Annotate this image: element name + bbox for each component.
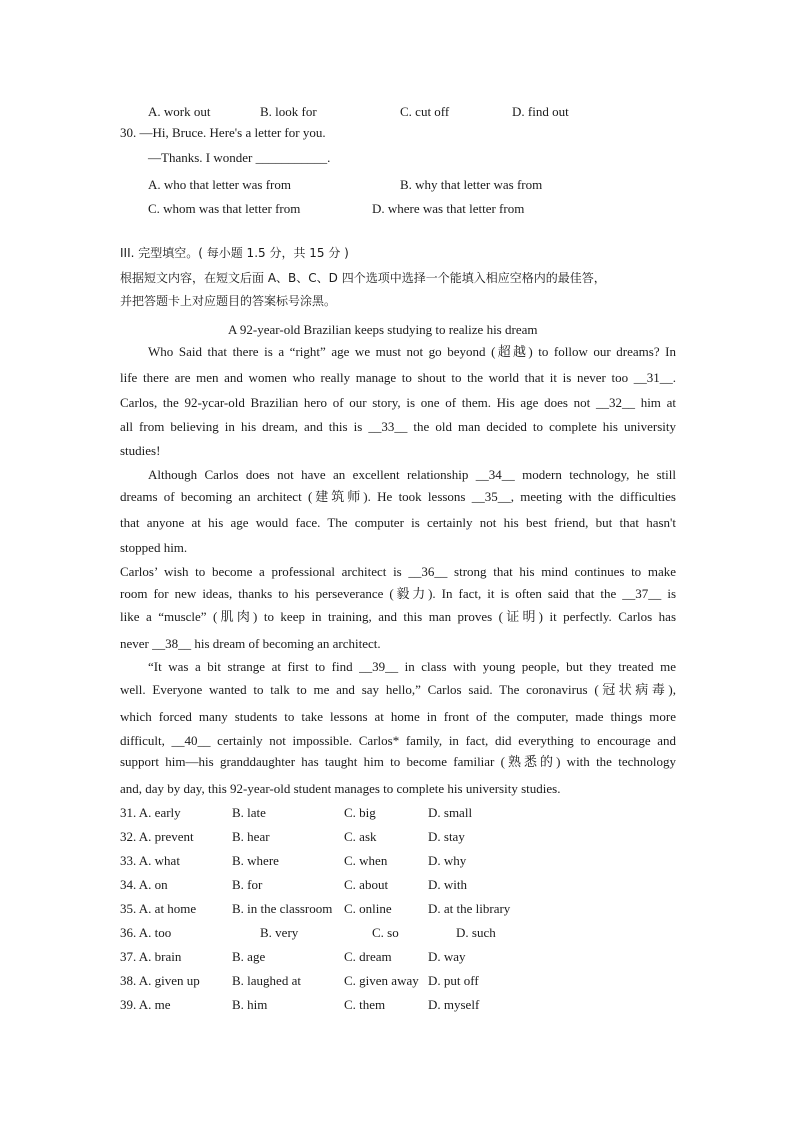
passage-line: room for new ideas, thanks to his perseverance (毅力). In fact, it is often said that the __37__ is — [120, 586, 676, 601]
passage-line: support him—his granddaughter has taught him to become familiar (熟悉的) with the technology — [120, 754, 676, 769]
question-33-option-b: B. where — [232, 853, 279, 868]
passage-title: A 92-year-old Brazilian keeps studying to realize his dream — [228, 322, 538, 337]
question-32-option-d: D. stay — [428, 829, 465, 844]
question-33-option-a: 33. A. what — [120, 853, 180, 868]
question-31-option-a: 31. A. early — [120, 805, 181, 820]
q30-option-c: C. whom was that letter from — [148, 201, 301, 216]
question-37-option-a: 37. A. brain — [120, 949, 182, 964]
section-instruction-2: 并把答题卡上对应题目的答案标号涂黑。 — [120, 294, 337, 308]
passage-line: and, day by day, this 92-year-old student manages to complete his university studies. — [120, 781, 561, 796]
q29-option-c: C. cut off — [400, 104, 450, 119]
q30-option-a: A. who that letter was from — [148, 177, 291, 192]
question-39-option-a: 39. A. me — [120, 997, 171, 1012]
question-35-option-d: D. at the library — [428, 901, 511, 916]
q30-option-b: B. why that letter was from — [400, 177, 543, 192]
passage-line: “It was a bit strange at first to find __39__ in class with young people, but they treated me — [148, 659, 676, 674]
question-36-option-b: B. very — [260, 925, 299, 940]
passage-line: life there are men and women who really manage to shout to the world that it is never too __31__. — [120, 370, 676, 385]
question-37-option-c: C. dream — [344, 949, 392, 964]
question-36-option-c: C. so — [372, 925, 399, 940]
question-32-option-c: C. ask — [344, 829, 377, 844]
question-37-option-b: B. age — [232, 949, 266, 964]
q29-option-a: A. work out — [148, 104, 211, 119]
passage-line: Carlos’ wish to become a professional architect is __36__ strong that his mind continues to make — [120, 564, 676, 579]
question-35-option-b: B. in the classroom — [232, 901, 333, 916]
passage-line: Although Carlos does not have an excellent relationship __34__ modern technology, he still — [148, 467, 676, 482]
q30-stem: 30. —Hi, Bruce. Here's a letter for you. — [120, 125, 326, 140]
passage-line: which forced many students to take lessons at home in front of the computer, made things more — [120, 709, 676, 724]
question-37-option-d: D. way — [428, 949, 466, 964]
passage-line: studies! — [120, 443, 161, 458]
passage-line: never __38__ his dream of becoming an architect. — [120, 636, 381, 651]
question-34-option-a: 34. A. on — [120, 877, 168, 892]
q29-option-b: B. look for — [260, 104, 317, 119]
section-heading: III. 完型填空。( 每小题 1.5 分，共 15 分 ) — [120, 246, 349, 260]
question-32-option-a: 32. A. prevent — [120, 829, 194, 844]
question-34-option-d: D. with — [428, 877, 467, 892]
question-39-option-b: B. him — [232, 997, 268, 1012]
passage-line: difficult, __40__ certainly not impossible. Carlos* family, in fact, did everything to encourage and — [120, 733, 676, 748]
question-39-option-d: D. myself — [428, 997, 480, 1012]
question-34-option-c: C. about — [344, 877, 389, 892]
question-35-option-a: 35. A. at home — [120, 901, 197, 916]
question-31-option-c: C. big — [344, 805, 376, 820]
question-35-option-c: C. online — [344, 901, 392, 916]
question-38-option-c: C. given away — [344, 973, 419, 988]
question-31-option-b: B. late — [232, 805, 266, 820]
question-38-option-d: D. put off — [428, 973, 479, 988]
passage-line: dreams of becoming an architect (建筑师). He took lessons __35__, meeting with the difficulties — [120, 489, 676, 504]
question-34-option-b: B. for — [232, 877, 263, 892]
question-33-option-d: D. why — [428, 853, 467, 868]
question-39-option-c: C. them — [344, 997, 386, 1012]
q30-reply: —Thanks. I wonder ___________. — [148, 150, 331, 165]
question-36-option-d: D. such — [456, 925, 496, 940]
passage-line: stopped him. — [120, 540, 188, 555]
question-36-option-a: 36. A. too — [120, 925, 172, 940]
passage-line: well. Everyone wanted to talk to me and say hello,” Carlos said. The coronavirus (冠状病毒), — [120, 682, 676, 697]
passage-line: that anyone at his age would face. The computer is certainly not his best friend, but that hasn't — [120, 515, 676, 530]
passage-line: all from believing in his dream, and this is __33__ the old man decided to complete his university — [120, 419, 676, 434]
question-38-option-a: 38. A. given up — [120, 973, 200, 988]
section-instruction-1: 根据短文内容，在短文后面 A、B、C、D 四个选项中选择一个能填入相应空格内的最佳答， — [120, 271, 606, 285]
passage-line: like a “muscle” (肌肉) to keep in training, and this man proves (证明) it perfectly. Carlos has — [120, 609, 676, 624]
question-32-option-b: B. hear — [232, 829, 270, 844]
question-33-option-c: C. when — [344, 853, 388, 868]
passage-line: Carlos, the 92-ycar-old Brazilian hero of our story, is one of them. His age does not __32__ him at — [120, 395, 676, 410]
question-38-option-b: B. laughed at — [232, 973, 301, 988]
question-31-option-d: D. small — [428, 805, 473, 820]
q29-option-d: D. find out — [512, 104, 569, 119]
q30-option-d: D. where was that letter from — [372, 201, 525, 216]
passage-line: Who Said that there is a “right” age we must not go beyond (超越) to follow our dreams? In — [148, 344, 676, 359]
